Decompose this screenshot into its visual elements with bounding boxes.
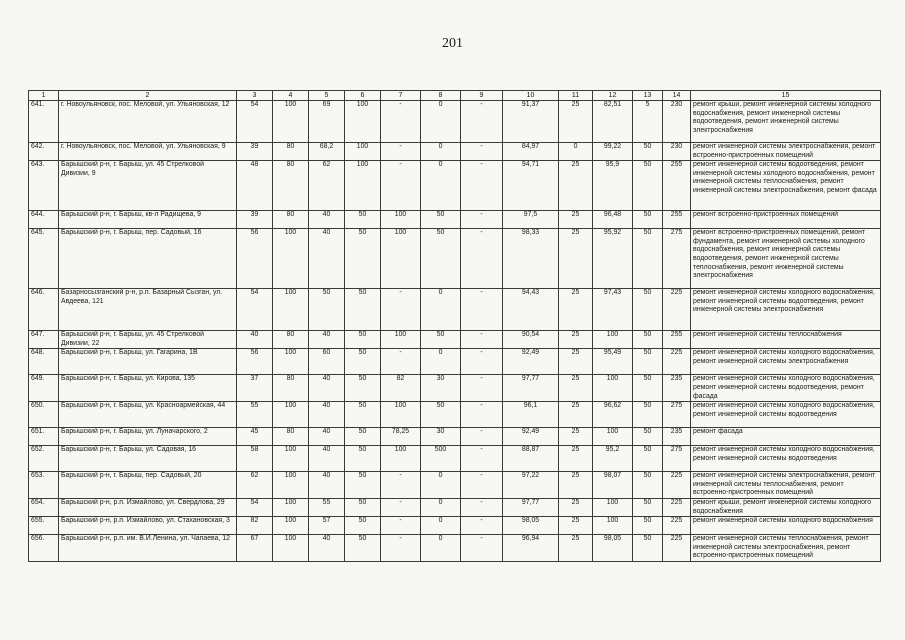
row-number: 655. — [29, 517, 59, 535]
value-cell-c12: 98,05 — [593, 535, 633, 562]
value-cell-c6: 100 — [345, 161, 381, 211]
value-cell-c7: 78,25 — [381, 428, 421, 446]
value-cell-c10: 84,97 — [503, 143, 559, 161]
address-cell: Барышский р-н, г. Барыш, пер. Садовый, 20 — [59, 472, 237, 499]
column-header-12: 12 — [593, 91, 633, 101]
value-cell-c10: 97,77 — [503, 498, 559, 516]
value-cell-c13: 5 — [633, 101, 663, 143]
value-cell-c8: 0 — [421, 101, 461, 143]
value-cell-c14: 225 — [663, 498, 691, 516]
row-number: 647. — [29, 331, 59, 349]
column-header-11: 11 — [559, 91, 593, 101]
value-cell-c11: 25 — [559, 101, 593, 143]
value-cell-c8: 30 — [421, 428, 461, 446]
value-cell-c5: 57 — [309, 517, 345, 535]
column-header-7: 7 — [381, 91, 421, 101]
value-cell-c14: 230 — [663, 143, 691, 161]
value-cell-c9: - — [461, 101, 503, 143]
value-cell-c9: - — [461, 331, 503, 349]
works-cell: ремонт инженерной системы холодного водоснабжения, ремонт инженерной системы водоотведения — [691, 446, 881, 472]
works-cell: ремонт крыши, ремонт инженерной системы холодного водоснабжения — [691, 498, 881, 516]
value-cell-c7: - — [381, 143, 421, 161]
value-cell-c3: 55 — [237, 402, 273, 428]
value-cell-c13: 50 — [633, 229, 663, 289]
value-cell-c3: 37 — [237, 375, 273, 402]
value-cell-c9: - — [461, 472, 503, 499]
value-cell-c5: 40 — [309, 472, 345, 499]
value-cell-c6: 50 — [345, 349, 381, 375]
row-number: 648. — [29, 349, 59, 375]
value-cell-c3: 82 — [237, 517, 273, 535]
value-cell-c10: 97,77 — [503, 375, 559, 402]
value-cell-c7: - — [381, 289, 421, 331]
works-cell: ремонт крыши, ремонт инженерной системы холодного водоснабжения, ремонт инженерной системы водоотведения, ремонт инженерной системы электроснабжения — [691, 101, 881, 143]
value-cell-c12: 96,48 — [593, 211, 633, 229]
value-cell-c5: 62 — [309, 161, 345, 211]
value-cell-c14: 230 — [663, 101, 691, 143]
value-cell-c9: - — [461, 161, 503, 211]
value-cell-c5: 40 — [309, 535, 345, 562]
value-cell-c10: 92,49 — [503, 428, 559, 446]
works-cell: ремонт инженерной системы холодного водоснабжения — [691, 517, 881, 535]
value-cell-c3: 56 — [237, 349, 273, 375]
value-cell-c11: 25 — [559, 517, 593, 535]
value-cell-c9: - — [461, 211, 503, 229]
works-cell: ремонт фасада — [691, 428, 881, 446]
table-row — [29, 446, 881, 472]
row-number: 650. — [29, 402, 59, 428]
value-cell-c9: - — [461, 229, 503, 289]
value-cell-c7: 100 — [381, 446, 421, 472]
column-number-row — [29, 91, 881, 101]
value-cell-c7: - — [381, 161, 421, 211]
value-cell-c5: 40 — [309, 402, 345, 428]
value-cell-c12: 99,22 — [593, 143, 633, 161]
value-cell-c11: 25 — [559, 472, 593, 499]
value-cell-c8: 30 — [421, 375, 461, 402]
value-cell-c6: 50 — [345, 498, 381, 516]
value-cell-c7: - — [381, 535, 421, 562]
value-cell-c13: 50 — [633, 349, 663, 375]
value-cell-c4: 80 — [273, 375, 309, 402]
value-cell-c13: 50 — [633, 375, 663, 402]
value-cell-c5: 69 — [309, 101, 345, 143]
value-cell-c4: 100 — [273, 349, 309, 375]
value-cell-c5: 68,2 — [309, 143, 345, 161]
value-cell-c4: 100 — [273, 517, 309, 535]
value-cell-c3: 39 — [237, 211, 273, 229]
value-cell-c3: 56 — [237, 229, 273, 289]
value-cell-c13: 50 — [633, 498, 663, 516]
row-number: 653. — [29, 472, 59, 499]
value-cell-c13: 50 — [633, 289, 663, 331]
value-cell-c11: 25 — [559, 229, 593, 289]
value-cell-c8: 0 — [421, 498, 461, 516]
works-cell: ремонт инженерной системы водоотведения, ремонт инженерной системы холодного водоснабжения, ремонт инженерной системы теплоснабжения, ремонт инженерной системы электроснабжения, ремонт фасада — [691, 161, 881, 211]
row-number: 652. — [29, 446, 59, 472]
value-cell-c6: 50 — [345, 402, 381, 428]
value-cell-c6: 50 — [345, 331, 381, 349]
value-cell-c9: - — [461, 402, 503, 428]
value-cell-c10: 98,33 — [503, 229, 559, 289]
value-cell-c5: 40 — [309, 446, 345, 472]
column-header-9: 9 — [461, 91, 503, 101]
address-cell: Базарносызганский р-н, р.п. Базарный Сызган, ул. Авдеева, 121 — [59, 289, 237, 331]
value-cell-c9: - — [461, 498, 503, 516]
column-header-14: 14 — [663, 91, 691, 101]
value-cell-c11: 25 — [559, 535, 593, 562]
value-cell-c9: - — [461, 428, 503, 446]
value-cell-c13: 50 — [633, 446, 663, 472]
value-cell-c11: 25 — [559, 428, 593, 446]
value-cell-c7: - — [381, 517, 421, 535]
value-cell-c5: 40 — [309, 331, 345, 349]
value-cell-c10: 90,54 — [503, 331, 559, 349]
value-cell-c14: 225 — [663, 517, 691, 535]
column-header-10: 10 — [503, 91, 559, 101]
works-cell: ремонт инженерной системы холодного водоснабжения, ремонт инженерной системы электроснабжения — [691, 349, 881, 375]
table-row — [29, 472, 881, 499]
value-cell-c7: 100 — [381, 402, 421, 428]
value-cell-c6: 50 — [345, 229, 381, 289]
value-cell-c3: 62 — [237, 472, 273, 499]
row-number: 651. — [29, 428, 59, 446]
table-row — [29, 289, 881, 331]
value-cell-c4: 80 — [273, 143, 309, 161]
table-row — [29, 498, 881, 516]
value-cell-c12: 82,51 — [593, 101, 633, 143]
value-cell-c14: 255 — [663, 331, 691, 349]
value-cell-c5: 50 — [309, 289, 345, 331]
value-cell-c12: 100 — [593, 498, 633, 516]
value-cell-c9: - — [461, 349, 503, 375]
value-cell-c8: 0 — [421, 349, 461, 375]
value-cell-c12: 96,62 — [593, 402, 633, 428]
row-number: 641. — [29, 101, 59, 143]
row-number: 642. — [29, 143, 59, 161]
row-number: 645. — [29, 229, 59, 289]
column-header-1: 1 — [29, 91, 59, 101]
value-cell-c9: - — [461, 143, 503, 161]
value-cell-c12: 95,9 — [593, 161, 633, 211]
value-cell-c10: 96,1 — [503, 402, 559, 428]
value-cell-c9: - — [461, 517, 503, 535]
value-cell-c14: 275 — [663, 446, 691, 472]
value-cell-c7: - — [381, 101, 421, 143]
value-cell-c14: 255 — [663, 211, 691, 229]
row-number: 643. — [29, 161, 59, 211]
works-cell: ремонт инженерной системы теплоснабжения — [691, 331, 881, 349]
row-number: 644. — [29, 211, 59, 229]
value-cell-c12: 95,49 — [593, 349, 633, 375]
column-header-4: 4 — [273, 91, 309, 101]
value-cell-c9: - — [461, 535, 503, 562]
value-cell-c12: 100 — [593, 375, 633, 402]
value-cell-c10: 97,22 — [503, 472, 559, 499]
value-cell-c9: - — [461, 446, 503, 472]
housing-repair-table — [28, 90, 881, 562]
value-cell-c13: 50 — [633, 472, 663, 499]
row-number: 646. — [29, 289, 59, 331]
value-cell-c4: 80 — [273, 161, 309, 211]
value-cell-c14: 255 — [663, 161, 691, 211]
value-cell-c3: 48 — [237, 161, 273, 211]
value-cell-c12: 100 — [593, 331, 633, 349]
value-cell-c10: 96,94 — [503, 535, 559, 562]
value-cell-c10: 92,49 — [503, 349, 559, 375]
table-row — [29, 211, 881, 229]
value-cell-c6: 100 — [345, 143, 381, 161]
value-cell-c6: 50 — [345, 517, 381, 535]
value-cell-c11: 25 — [559, 498, 593, 516]
value-cell-c8: 50 — [421, 211, 461, 229]
value-cell-c5: 40 — [309, 211, 345, 229]
value-cell-c11: 25 — [559, 331, 593, 349]
table-row — [29, 349, 881, 375]
address-cell: Барышский р-н, р.п. Измайлово, ул. Свердлова, 29 — [59, 498, 237, 516]
value-cell-c5: 40 — [309, 229, 345, 289]
value-cell-c4: 100 — [273, 229, 309, 289]
column-header-3: 3 — [237, 91, 273, 101]
value-cell-c3: 54 — [237, 101, 273, 143]
table-row — [29, 161, 881, 211]
works-cell: ремонт инженерной системы теплоснабжения, ремонт инженерной системы электроснабжения, ремонт встроенно-пристроенных помещений — [691, 535, 881, 562]
value-cell-c8: 500 — [421, 446, 461, 472]
value-cell-c3: 54 — [237, 498, 273, 516]
value-cell-c6: 50 — [345, 211, 381, 229]
value-cell-c10: 98,05 — [503, 517, 559, 535]
value-cell-c11: 25 — [559, 375, 593, 402]
column-header-6: 6 — [345, 91, 381, 101]
value-cell-c8: 0 — [421, 472, 461, 499]
value-cell-c12: 95,2 — [593, 446, 633, 472]
value-cell-c10: 94,71 — [503, 161, 559, 211]
value-cell-c12: 95,92 — [593, 229, 633, 289]
value-cell-c4: 80 — [273, 331, 309, 349]
value-cell-c12: 100 — [593, 517, 633, 535]
value-cell-c14: 225 — [663, 535, 691, 562]
value-cell-c3: 67 — [237, 535, 273, 562]
value-cell-c8: 0 — [421, 143, 461, 161]
address-cell: Барышский р-н, г. Барыш, ул. 45 Стрелковой Дивизии, 22 — [59, 331, 237, 349]
value-cell-c4: 80 — [273, 428, 309, 446]
value-cell-c5: 40 — [309, 375, 345, 402]
value-cell-c14: 225 — [663, 289, 691, 331]
table-row — [29, 229, 881, 289]
value-cell-c4: 100 — [273, 289, 309, 331]
row-number: 656. — [29, 535, 59, 562]
address-cell: Барышский р-н, р.п. им. В.И.Ленина, ул. Чапаева, 12 — [59, 535, 237, 562]
value-cell-c3: 58 — [237, 446, 273, 472]
value-cell-c6: 50 — [345, 446, 381, 472]
value-cell-c13: 50 — [633, 161, 663, 211]
value-cell-c6: 50 — [345, 535, 381, 562]
table-row — [29, 143, 881, 161]
value-cell-c14: 225 — [663, 349, 691, 375]
value-cell-c8: 50 — [421, 229, 461, 289]
value-cell-c8: 50 — [421, 402, 461, 428]
address-cell: г. Новоульяновск, пос. Меловой, ул. Ульяновская, 9 — [59, 143, 237, 161]
value-cell-c4: 100 — [273, 535, 309, 562]
value-cell-c13: 50 — [633, 517, 663, 535]
value-cell-c6: 50 — [345, 428, 381, 446]
value-cell-c11: 0 — [559, 143, 593, 161]
address-cell: Барышский р-н, г. Барыш, ул. Гагарина, 1В — [59, 349, 237, 375]
value-cell-c8: 0 — [421, 517, 461, 535]
value-cell-c5: 60 — [309, 349, 345, 375]
value-cell-c3: 40 — [237, 331, 273, 349]
value-cell-c4: 100 — [273, 446, 309, 472]
address-cell: Барышский р-н, г. Барыш, ул. Луначарского, 2 — [59, 428, 237, 446]
works-cell: ремонт инженерной системы электроснабжения, ремонт встроенно-пристроенных помещений — [691, 143, 881, 161]
value-cell-c13: 50 — [633, 428, 663, 446]
value-cell-c6: 50 — [345, 472, 381, 499]
table-row — [29, 375, 881, 402]
value-cell-c13: 50 — [633, 143, 663, 161]
address-cell: Барышский р-н, г. Барыш, ул. 45 Стрелковой Дивизии, 9 — [59, 161, 237, 211]
value-cell-c6: 100 — [345, 101, 381, 143]
value-cell-c4: 100 — [273, 402, 309, 428]
value-cell-c7: - — [381, 498, 421, 516]
value-cell-c7: - — [381, 472, 421, 499]
value-cell-c10: 97,5 — [503, 211, 559, 229]
works-cell: ремонт инженерной системы холодного водоснабжения, ремонт инженерной системы водоотведения, ремонт фасада — [691, 375, 881, 402]
value-cell-c13: 50 — [633, 211, 663, 229]
value-cell-c9: - — [461, 375, 503, 402]
works-cell: ремонт встроенно-пристроенных помещений, ремонт фундамента, ремонт инженерной системы холодного водоснабжения, ремонт инженерной системы водоотведения, ремонт инженерной системы теплоснабжения, ремонт инженерной системы электроснабжения — [691, 229, 881, 289]
table-row — [29, 535, 881, 562]
value-cell-c8: 50 — [421, 331, 461, 349]
value-cell-c13: 50 — [633, 402, 663, 428]
value-cell-c9: - — [461, 289, 503, 331]
value-cell-c8: 0 — [421, 289, 461, 331]
address-cell: Барышский р-н, г. Барыш, ул. Садовая, 16 — [59, 446, 237, 472]
value-cell-c3: 39 — [237, 143, 273, 161]
table-row — [29, 428, 881, 446]
value-cell-c11: 25 — [559, 349, 593, 375]
value-cell-c12: 98,07 — [593, 472, 633, 499]
column-header-15: 15 — [691, 91, 881, 101]
column-header-13: 13 — [633, 91, 663, 101]
row-number: 654. — [29, 498, 59, 516]
value-cell-c10: 91,37 — [503, 101, 559, 143]
value-cell-c7: 100 — [381, 229, 421, 289]
column-header-2: 2 — [59, 91, 237, 101]
value-cell-c4: 100 — [273, 498, 309, 516]
address-cell: Барышский р-н, р.п. Измайлово, ул. Стахановская, 3 — [59, 517, 237, 535]
value-cell-c7: 82 — [381, 375, 421, 402]
value-cell-c8: 0 — [421, 161, 461, 211]
value-cell-c14: 275 — [663, 402, 691, 428]
value-cell-c14: 235 — [663, 375, 691, 402]
value-cell-c7: 100 — [381, 331, 421, 349]
value-cell-c12: 97,43 — [593, 289, 633, 331]
value-cell-c10: 94,43 — [503, 289, 559, 331]
value-cell-c7: - — [381, 349, 421, 375]
table-row — [29, 331, 881, 349]
address-cell: Барышский р-н, г. Барыш, ул. Кирова, 135 — [59, 375, 237, 402]
value-cell-c10: 88,87 — [503, 446, 559, 472]
value-cell-c11: 25 — [559, 402, 593, 428]
value-cell-c5: 40 — [309, 428, 345, 446]
value-cell-c6: 50 — [345, 289, 381, 331]
value-cell-c14: 235 — [663, 428, 691, 446]
value-cell-c13: 50 — [633, 331, 663, 349]
table-row — [29, 517, 881, 535]
address-cell: Барышский р-н, г. Барыш, пер. Садовый, 16 — [59, 229, 237, 289]
row-number: 649. — [29, 375, 59, 402]
value-cell-c4: 100 — [273, 101, 309, 143]
address-cell: Барышский р-н, г. Барыш, ул. Красноармейская, 44 — [59, 402, 237, 428]
address-cell: Барышский р-н, г. Барыш, кв-л Радищева, 9 — [59, 211, 237, 229]
value-cell-c6: 50 — [345, 375, 381, 402]
column-header-5: 5 — [309, 91, 345, 101]
works-cell: ремонт инженерной системы холодного водоснабжения, ремонт инженерной системы водоотведения — [691, 402, 881, 428]
value-cell-c11: 25 — [559, 446, 593, 472]
works-cell: ремонт инженерной системы холодного водоснабжения, ремонт инженерной системы водоотведения, ремонт инженерной системы электроснабжения — [691, 289, 881, 331]
value-cell-c11: 25 — [559, 289, 593, 331]
value-cell-c7: 100 — [381, 211, 421, 229]
value-cell-c14: 275 — [663, 229, 691, 289]
table-row — [29, 101, 881, 143]
value-cell-c8: 0 — [421, 535, 461, 562]
value-cell-c3: 54 — [237, 289, 273, 331]
table-row — [29, 402, 881, 428]
value-cell-c11: 25 — [559, 161, 593, 211]
value-cell-c11: 25 — [559, 211, 593, 229]
value-cell-c12: 100 — [593, 428, 633, 446]
address-cell: г. Новоульяновск, пос. Меловой, ул. Ульяновская, 12 — [59, 101, 237, 143]
value-cell-c14: 225 — [663, 472, 691, 499]
works-cell: ремонт встроенно-пристроенных помещений — [691, 211, 881, 229]
column-header-8: 8 — [421, 91, 461, 101]
value-cell-c13: 50 — [633, 535, 663, 562]
value-cell-c5: 55 — [309, 498, 345, 516]
works-cell: ремонт инженерной системы электроснабжения, ремонт инженерной системы теплоснабжения, ремонт встроенно-пристроенных помещений — [691, 472, 881, 499]
page-number: 201 — [442, 36, 463, 51]
value-cell-c4: 100 — [273, 472, 309, 499]
value-cell-c4: 80 — [273, 211, 309, 229]
value-cell-c3: 45 — [237, 428, 273, 446]
